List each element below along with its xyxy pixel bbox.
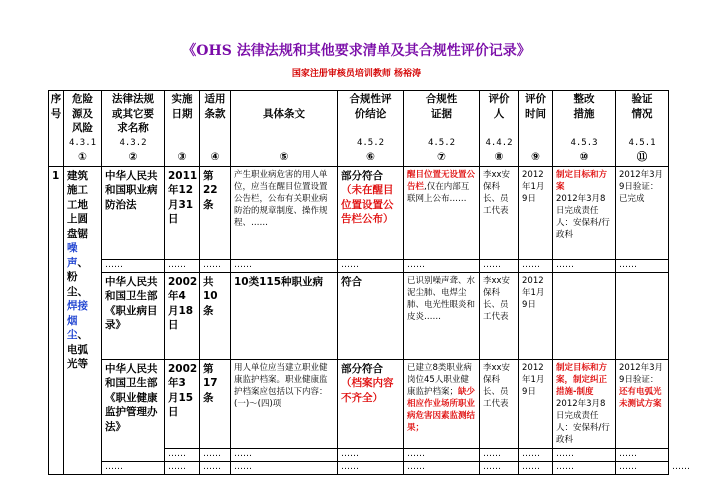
page-subtitle: 国家注册审核员培训教师 杨裕涛 (291, 69, 422, 79)
table-row (49, 359, 669, 448)
impl-date: 2011年12月31日 (165, 166, 200, 259)
impl-date: 2002年3月15日 (165, 359, 200, 448)
conclusion: 部分符合 （档案内容不齐全） (338, 359, 404, 448)
table-row (49, 166, 669, 259)
header-clause: 适用 条款 ④ (200, 91, 231, 167)
clause: 第17条 (200, 359, 231, 448)
header-evaluator: 评价 人 4.4.2 ⑧ (480, 91, 519, 167)
header-seq: 序 号 (49, 91, 64, 167)
page-title: 《OHS 法律法规和其他要求清单及其合规性评价记录》 (182, 43, 531, 59)
header-date: 实施 日期 ③ (165, 91, 200, 167)
row-number: 1 (49, 166, 64, 474)
header-hazard: 危险 源及 风险 4.3.1 ① (64, 91, 102, 167)
conclusion: 部分符合 （未在醒目位置设置公告栏公布） (338, 166, 404, 259)
table-row (49, 272, 669, 359)
hazard-cell: 建筑施工工地上圆盘锯噪声、粉尘、焊接烟尘、电弧光等 (64, 166, 102, 474)
evidence: 醒目位置无设置公告栏,仅在内部互联网上公布…… (404, 166, 480, 259)
clause-text: 产生职业病危害的用人单位，应当在醒目位置设置公告栏，公布有关职业病防治的规章制度、操作规程、…… (231, 166, 338, 259)
compliance-table (48, 90, 690, 475)
verify (616, 272, 669, 359)
header-text: 具体条文 ⑤ (231, 91, 338, 167)
header-rectify: 整改 措施 4.5.3 ⑩ (553, 91, 616, 167)
evidence: 已识别噪声聋、水泥尘肺、电焊尘肺、电光性眼炎和皮炎…… (404, 272, 480, 359)
evaluator: 李xx安保科长、员工代表 (480, 272, 519, 359)
law-name: 中华人民共和国职业病防治法 (102, 166, 165, 259)
ellipsis-row: …… …… …… …… …… …… …… …… …… (49, 448, 669, 461)
clause-text: 10类115种职业病 (231, 272, 338, 359)
conclusion: 符合 (338, 272, 404, 359)
law-name: 中华人民共和国卫生部《职业病目录》 (102, 272, 165, 359)
ellipsis-row: …… …… …… …… …… …… …… …… …… …… (49, 259, 669, 272)
verify: 2012年3月9日验证：还有电弧光未测试方案 (616, 359, 669, 448)
eval-time: 2012年1月9日 (519, 272, 553, 359)
clause: 共10条 (200, 272, 231, 359)
verify: 2012年3月9日验证：已完成 (616, 166, 669, 259)
header-verify: 验证 情况 4.5.1 ⑪ (616, 91, 669, 167)
law-name: 中华人民共和国卫生部《职业健康监护管理办法》 (102, 359, 165, 461)
rectify: 制定目标和方案 2012年3月8日完成责任人：安保科/行政科 (553, 166, 616, 259)
header-eval-time: 评价 时间 ⑨ (519, 91, 553, 167)
rectify: 制定目标和方案，制定纠正措施-制度 2012年3月8日完成责任人：安保科/行政科 (553, 359, 616, 448)
evaluator: 李xx安保科长、员工代表 (480, 166, 519, 259)
clause-text: 用人单位应当建立职业健康监护档案。职业健康监护档案应包括以下内容：(一)～(四)项 (231, 359, 338, 448)
header-conclusion: 合规性评 价结论 4.5.2 ⑥ (338, 91, 404, 167)
header-evidence: 合规性 证据 4.5.2 ⑦ (404, 91, 480, 167)
rectify (553, 272, 616, 359)
clause: 第22条 (200, 166, 231, 259)
header-row (49, 91, 669, 167)
evaluator: 李xx安保科长、员工代表 (480, 359, 519, 448)
header-law: 法律法规 或其它要 求名称 4.3.2 ② (102, 91, 165, 167)
eval-time: 2012年1月9日 (519, 359, 553, 448)
impl-date: 2002年4月18日 (165, 272, 200, 359)
eval-time: 2012年1月9日 (519, 166, 553, 259)
evidence: 已建立8类职业病岗位45人职业健康监护档案；缺少相应作业场所职业病危害因素监测结果； (404, 359, 480, 448)
ellipsis-row: …… …… …… …… …… …… …… …… …… …… …… (49, 461, 669, 474)
